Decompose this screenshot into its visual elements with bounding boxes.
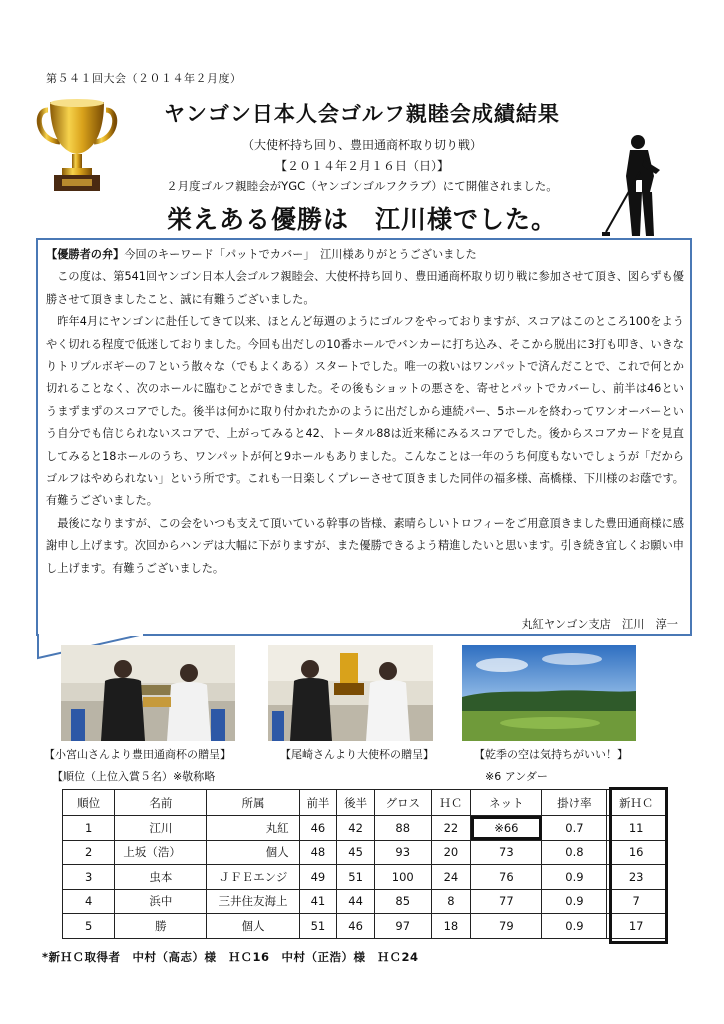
table-cell: 勝 bbox=[115, 914, 207, 939]
photo-toyota-trophy bbox=[61, 645, 235, 741]
table-cell: 7 bbox=[607, 889, 666, 914]
column-header: 後半 bbox=[337, 790, 375, 816]
table-cell: 24 bbox=[431, 865, 471, 890]
table-cell: 浜中 bbox=[115, 889, 207, 914]
table-cell: 45 bbox=[337, 840, 375, 865]
table-cell: 23 bbox=[607, 865, 666, 890]
table-cell: 88 bbox=[374, 816, 431, 841]
column-header: 掛け率 bbox=[542, 790, 607, 816]
table-cell: 77 bbox=[471, 889, 542, 914]
column-header: 所属 bbox=[207, 790, 299, 816]
table-cell: 8 bbox=[431, 889, 471, 914]
best-net-cell: ※66 bbox=[471, 816, 542, 841]
page-subtitle: （大使杯持ち回り、豊田通商杯取り切り戦） bbox=[241, 138, 482, 152]
winner-speech-bubble bbox=[36, 238, 692, 636]
under-par-note: ※6 アンダー bbox=[485, 770, 548, 783]
table-cell: 16 bbox=[607, 840, 666, 865]
table-cell: 46 bbox=[337, 914, 375, 939]
event-date: 【２０１４年２月１６日（日）】 bbox=[274, 159, 449, 173]
table-cell: 1 bbox=[63, 816, 115, 841]
table-cell: 虫本 bbox=[115, 865, 207, 890]
table-cell: ＪＦＥエンジ bbox=[207, 865, 299, 890]
results-label: 【順位（上位入賞５名）※敬称略 bbox=[52, 770, 216, 783]
table-cell: 49 bbox=[299, 865, 337, 890]
table-cell: 76 bbox=[471, 865, 542, 890]
table-header-row bbox=[63, 790, 666, 816]
table-cell: 0.9 bbox=[542, 914, 607, 939]
table-row bbox=[63, 816, 666, 841]
column-header: 名前 bbox=[115, 790, 207, 816]
table-row bbox=[63, 914, 666, 939]
table-row bbox=[63, 889, 666, 914]
table-cell: 44 bbox=[337, 889, 375, 914]
table-cell: 0.8 bbox=[542, 840, 607, 865]
table-cell: 5 bbox=[63, 914, 115, 939]
column-header: 新ＨＣ bbox=[607, 790, 666, 816]
table-cell: 11 bbox=[607, 816, 666, 841]
column-header: ネット bbox=[471, 790, 542, 816]
winner-headline: 栄えある優勝は 江川様でした。 bbox=[166, 205, 557, 234]
table-cell: 0.9 bbox=[542, 889, 607, 914]
table-cell: 2 bbox=[63, 840, 115, 865]
page-title: ヤンゴン日本人会ゴルフ親睦会成績結果 bbox=[164, 102, 560, 126]
table-cell: 51 bbox=[337, 865, 375, 890]
venue-note: ２月度ゴルフ親睦会がYGC（ヤンゴンゴルフクラブ）にて開催されました。 bbox=[166, 179, 558, 193]
column-header: 順位 bbox=[63, 790, 115, 816]
table-cell: 4 bbox=[63, 889, 115, 914]
photo-ambassador-trophy bbox=[268, 645, 433, 741]
photo-golf-course-sky bbox=[462, 645, 636, 741]
table-cell: 48 bbox=[299, 840, 337, 865]
table-row bbox=[63, 840, 666, 865]
table-cell: 丸紅 bbox=[207, 816, 299, 841]
column-header: 前半 bbox=[299, 790, 337, 816]
speech-paragraph: この度は、第541回ヤンゴン日本人会ゴルフ親睦会、大使杯持ち回り、豊田通商杯取り切り戦に参加させて頂き、図らずも優勝させて頂きましたこと、誠に有難うございました。 bbox=[46, 270, 684, 306]
speech-lead-label: 【優勝者の弁】 bbox=[46, 248, 125, 261]
table-cell: 個人 bbox=[207, 914, 299, 939]
table-cell: 0.7 bbox=[542, 816, 607, 841]
table-cell: 三井住友海上 bbox=[207, 889, 299, 914]
table-row bbox=[63, 865, 666, 890]
new-hc-holders-note: *新ＨＣ取得者 中村（高志）様 ＨＣ16 中村（正浩）様 ＨＣ24 bbox=[42, 950, 419, 964]
issue-number: 第５４１回大会（２０１４年２月度） bbox=[46, 72, 242, 85]
speech-paragraph: 昨年4月にヤンゴンに赴任してきて以来、ほとんど毎週のようにゴルフをやっておりますが、スコアはこのところ100をようやく切れる程度で低迷しておりました。今回も出だしの10番ホールでバンカーに打ち込み、そこから脱出に3打も叩き、いきなりトリプルボギーの７という散々な（でもよくある）スタートでした。唯一の救いはワンパットで済んだことで、これで何とか切れることなく、次のホールに臨むことができました。その後もショットの悪さを、寄せとパットでカバーし、前半は46というまずまずのスコアでした。後半は何かに取り付かれたかのように出だしから連続パー、5ホールを終わってワンオーバーという自分でも信じられないスコアで、上がってみると42、トータル88は近来稀にみるスコアでした。後からスコアカードを見直してみると18ホールのうち、ワンパットが何と9ホールもありました。こんなことは一年のうち何度もないでしょうが「だからゴルフはやめられない」という所です。これも一日楽しくプレーさせて頂きました同伴の福多様、高橋様、下川様のお蔭です。有難うございました。 bbox=[46, 315, 684, 508]
winner-speech bbox=[46, 244, 684, 580]
table-cell: 79 bbox=[471, 914, 542, 939]
speech-lead-text: 今回のキーワード「パットでカバー」 江川様ありがとうございました bbox=[124, 248, 477, 261]
table-cell: 22 bbox=[431, 816, 471, 841]
column-header: グロス bbox=[374, 790, 431, 816]
new-hc-column-highlight bbox=[609, 787, 668, 944]
speech-signature: 丸紅ヤンゴン支店 江川 淳一 bbox=[521, 618, 678, 631]
table-cell: 97 bbox=[374, 914, 431, 939]
table-cell: 3 bbox=[63, 865, 115, 890]
table-cell: 江川 bbox=[115, 816, 207, 841]
table-cell: 41 bbox=[299, 889, 337, 914]
table-cell: 17 bbox=[607, 914, 666, 939]
table-cell: 46 bbox=[299, 816, 337, 841]
table-cell: 20 bbox=[431, 840, 471, 865]
speech-paragraph: 最後になりますが、この会をいつも支えて頂いている幹事の皆様、素晴らしいトロフィーをご用意頂きました豊田通商様に感謝申し上げます。次回からハンデは大幅に下がりますが、また優勝できるよう精進したいと思います。引き続き宜しくお願い申し上げます。有難うございました。 bbox=[46, 516, 684, 575]
table-cell: 100 bbox=[374, 865, 431, 890]
table-cell: 42 bbox=[337, 816, 375, 841]
table-cell: 個人 bbox=[207, 840, 299, 865]
table-cell: 51 bbox=[299, 914, 337, 939]
table-cell: 73 bbox=[471, 840, 542, 865]
photo-caption: 【小宮山さんより豊田通商杯の贈呈】 bbox=[44, 748, 231, 761]
table-cell: 18 bbox=[431, 914, 471, 939]
table-cell: 85 bbox=[374, 889, 431, 914]
photo-caption: 【乾季の空は気持ちがいい！】 bbox=[474, 748, 628, 761]
photo-caption: 【尾崎さんより大使杯の贈呈】 bbox=[280, 748, 434, 761]
table-cell: 上坂（浩） bbox=[115, 840, 207, 865]
table-cell: 0.9 bbox=[542, 865, 607, 890]
table-cell: 93 bbox=[374, 840, 431, 865]
column-header: ＨＣ bbox=[431, 790, 471, 816]
results-table bbox=[62, 789, 666, 939]
